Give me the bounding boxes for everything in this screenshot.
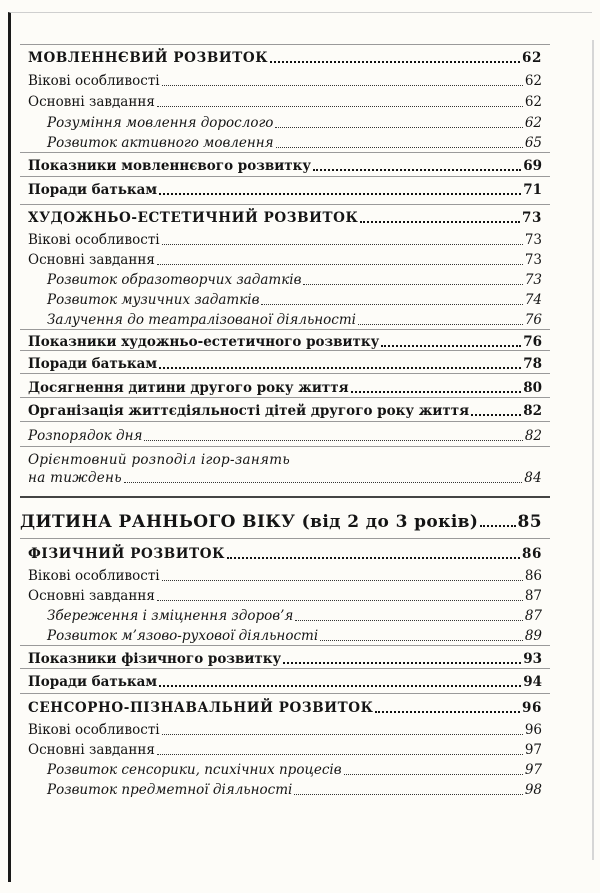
entry-page: 86 bbox=[522, 546, 542, 562]
entry-title: ДИТИНА РАННЬОГО ВІКУ (від 2 до 3 років) bbox=[20, 512, 479, 532]
toc-entry-bold[interactable] bbox=[28, 332, 542, 350]
toc-entry-section[interactable] bbox=[28, 544, 542, 562]
entry-title: Вікові особливості bbox=[28, 73, 160, 89]
toc-entry[interactable] bbox=[28, 71, 542, 89]
entry-title: Вікові особливості bbox=[28, 232, 160, 248]
entry-title: Розвиток активного мовлення bbox=[47, 135, 274, 151]
toc-entry-bold[interactable] bbox=[28, 672, 542, 690]
toc-entry-italic[interactable] bbox=[28, 468, 542, 486]
toc-subentry[interactable] bbox=[47, 133, 542, 151]
entry-page: 80 bbox=[523, 380, 542, 396]
entry-title: на тиждень bbox=[28, 470, 122, 486]
entry-title: Розвиток предметної діяльності bbox=[47, 782, 293, 798]
toc-subentry[interactable] bbox=[47, 780, 542, 798]
entry-title: Основні завдання bbox=[28, 742, 155, 758]
entry-title: Вікові особливості bbox=[28, 722, 160, 738]
entry-page: 82 bbox=[523, 403, 542, 419]
leader-dots bbox=[162, 733, 523, 735]
entry-page: 85 bbox=[517, 512, 542, 532]
entry-page: 87 bbox=[524, 588, 542, 604]
leader-dots bbox=[124, 481, 522, 483]
leader-dots bbox=[313, 168, 521, 171]
entry-title: Основні завдання bbox=[28, 252, 155, 268]
leader-dots bbox=[471, 413, 521, 416]
toc-entry-section[interactable] bbox=[28, 48, 542, 66]
entry-title: Розуміння мовлення дорослого bbox=[47, 115, 274, 131]
entry-page: 97 bbox=[524, 762, 542, 778]
entry-page: 76 bbox=[523, 334, 542, 350]
divider bbox=[20, 350, 550, 351]
divider bbox=[20, 204, 550, 205]
entry-page: 73 bbox=[524, 252, 542, 268]
leader-dots bbox=[275, 126, 522, 128]
entry-page: 82 bbox=[524, 428, 542, 444]
toc-entry[interactable] bbox=[28, 250, 542, 268]
toc-subentry[interactable] bbox=[47, 270, 542, 288]
divider bbox=[20, 496, 550, 498]
entry-title: Поради батькам bbox=[28, 356, 158, 372]
entry-title: Показники художньо-естетичного розвитку bbox=[28, 334, 380, 350]
divider bbox=[20, 176, 550, 177]
toc-entry-bold[interactable] bbox=[28, 649, 542, 667]
toc-entry-wrapped-line: Орієнтовний розподіл ігор-занять bbox=[28, 452, 291, 468]
toc-subentry[interactable] bbox=[47, 626, 542, 644]
divider bbox=[20, 538, 550, 539]
leader-dots bbox=[351, 390, 522, 393]
toc-entry[interactable] bbox=[28, 586, 542, 604]
entry-title: Розвиток образотворчих задатків bbox=[47, 272, 302, 288]
divider bbox=[20, 152, 550, 153]
entry-page: 96 bbox=[522, 700, 542, 716]
entry-title: Показники мовленнєвого розвитку bbox=[28, 158, 311, 174]
toc-entry-italic[interactable] bbox=[28, 426, 542, 444]
entry-page: 84 bbox=[524, 470, 542, 486]
divider bbox=[20, 397, 550, 398]
toc-entry[interactable] bbox=[28, 566, 542, 584]
entry-page: 62 bbox=[524, 94, 542, 110]
toc-entry-section[interactable] bbox=[28, 208, 542, 226]
entry-page: 96 bbox=[524, 722, 542, 738]
toc-entry[interactable] bbox=[28, 720, 542, 738]
leader-dots bbox=[227, 556, 520, 559]
page-edge bbox=[592, 40, 594, 860]
divider bbox=[20, 645, 550, 646]
entry-page: 73 bbox=[522, 210, 542, 226]
toc-entry-bold[interactable] bbox=[28, 401, 542, 419]
divider bbox=[20, 44, 550, 45]
entry-title: Показники фізичного розвитку bbox=[28, 651, 282, 667]
toc-entry[interactable] bbox=[28, 92, 542, 110]
entry-title: Поради батькам bbox=[28, 674, 158, 690]
entry-page: 69 bbox=[523, 158, 542, 174]
entry-page: 86 bbox=[524, 568, 542, 584]
leader-dots bbox=[480, 524, 515, 527]
leader-dots bbox=[144, 439, 522, 441]
entry-title: МОВЛЕННЄВИЙ РОЗВИТОК bbox=[28, 50, 269, 66]
leader-dots bbox=[159, 684, 521, 687]
toc-entry-section[interactable] bbox=[28, 698, 542, 716]
leader-dots bbox=[375, 710, 520, 713]
leader-dots bbox=[283, 661, 521, 664]
leader-dots bbox=[157, 599, 523, 601]
leader-dots bbox=[159, 366, 521, 369]
entry-title: Розвиток сенсорики, психічних процесів bbox=[47, 762, 342, 778]
entry-title: Розвиток м’язово-рухової діяльності bbox=[47, 628, 319, 644]
toc-entry-major[interactable] bbox=[20, 508, 542, 530]
entry-title: Залучення до театралізованої діяльності bbox=[47, 312, 356, 328]
entry-title: Досягнення дитини другого року життя bbox=[28, 380, 349, 396]
entry-page: 93 bbox=[523, 651, 542, 667]
entry-page: 65 bbox=[524, 135, 542, 151]
leader-dots bbox=[162, 84, 523, 86]
leader-dots bbox=[303, 283, 522, 285]
divider bbox=[20, 693, 550, 694]
entry-title: Розпорядок дня bbox=[28, 428, 143, 444]
divider bbox=[20, 373, 550, 374]
toc-subentry[interactable] bbox=[47, 606, 542, 624]
leader-dots bbox=[162, 579, 523, 581]
entry-page: 62 bbox=[524, 115, 542, 131]
entry-title: Основні завдання bbox=[28, 94, 155, 110]
toc-entry[interactable] bbox=[28, 230, 542, 248]
entry-title: Вікові особливості bbox=[28, 568, 160, 584]
divider bbox=[20, 668, 550, 669]
leader-dots bbox=[157, 105, 523, 107]
entry-title: Поради батькам bbox=[28, 182, 158, 198]
entry-title: СЕНСОРНО-ПІЗНАВАЛЬНИЙ РОЗВИТОК bbox=[28, 700, 374, 716]
entry-page: 78 bbox=[523, 356, 542, 372]
divider bbox=[20, 446, 550, 447]
toc-entry[interactable] bbox=[28, 740, 542, 758]
leader-dots bbox=[295, 619, 522, 621]
entry-page: 87 bbox=[524, 608, 542, 624]
leader-dots bbox=[381, 344, 521, 347]
leader-dots bbox=[360, 220, 520, 223]
entry-title: ХУДОЖНЬО-ЕСТЕТИЧНИЙ РОЗВИТОК bbox=[28, 210, 359, 226]
divider bbox=[20, 421, 550, 422]
toc-entry-bold[interactable] bbox=[28, 156, 542, 174]
entry-title: ФІЗИЧНИЙ РОЗВИТОК bbox=[28, 546, 226, 562]
toc-entry-bold[interactable] bbox=[28, 180, 542, 198]
entry-page: 62 bbox=[522, 50, 542, 66]
entry-title: Організація життєдіяльності дітей другого року життя bbox=[28, 403, 470, 419]
entry-page: 97 bbox=[524, 742, 542, 758]
leader-dots bbox=[157, 263, 523, 265]
leader-dots bbox=[294, 793, 522, 795]
entry-page: 76 bbox=[524, 312, 542, 328]
leader-dots bbox=[358, 323, 523, 325]
toc-subentry[interactable] bbox=[47, 290, 542, 308]
leader-dots bbox=[320, 639, 523, 641]
entry-page: 94 bbox=[523, 674, 542, 690]
leader-dots bbox=[162, 243, 523, 245]
entry-title: Збереження і зміцнення здоров’я bbox=[47, 608, 294, 624]
entry-page: 73 bbox=[524, 272, 542, 288]
entry-page: 73 bbox=[524, 232, 542, 248]
toc-subentry[interactable] bbox=[47, 760, 542, 778]
toc-subentry[interactable] bbox=[47, 310, 542, 328]
leader-dots bbox=[276, 146, 523, 148]
toc-entry-bold[interactable] bbox=[28, 378, 542, 396]
leader-dots bbox=[159, 192, 521, 195]
entry-page: 98 bbox=[524, 782, 542, 798]
leader-dots bbox=[270, 60, 520, 63]
leader-dots bbox=[344, 773, 523, 775]
entry-page: 62 bbox=[524, 73, 542, 89]
toc-subentry[interactable] bbox=[47, 113, 542, 131]
entry-title: Основні завдання bbox=[28, 588, 155, 604]
leader-dots bbox=[157, 753, 523, 755]
divider bbox=[20, 329, 550, 330]
entry-page: 71 bbox=[523, 182, 542, 198]
toc-entry-bold[interactable] bbox=[28, 354, 542, 372]
entry-title: Розвиток музичних задатків bbox=[47, 292, 260, 308]
entry-page: 89 bbox=[524, 628, 542, 644]
leader-dots bbox=[261, 303, 522, 305]
entry-page: 74 bbox=[524, 292, 542, 308]
